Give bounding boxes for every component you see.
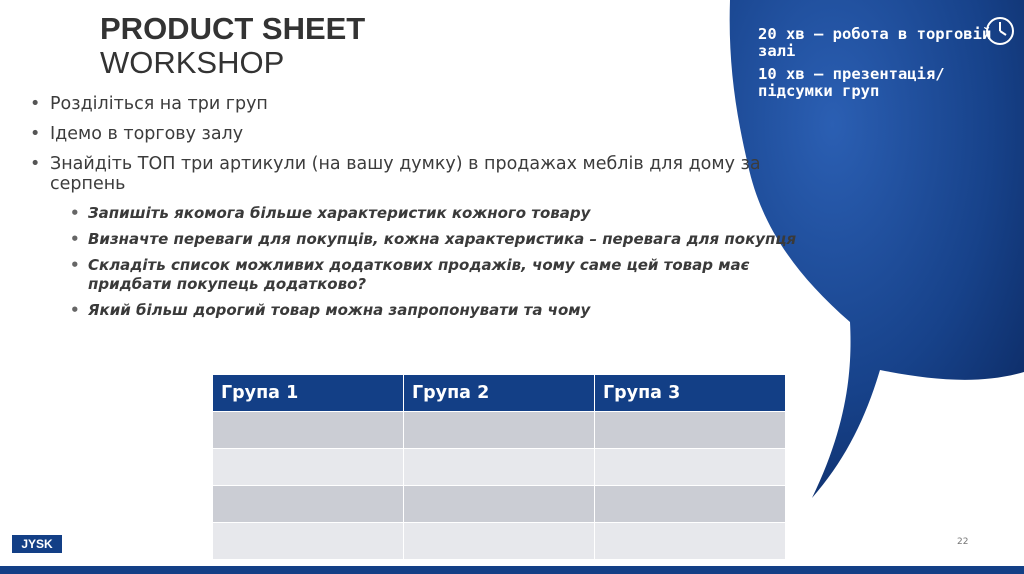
sub-bullet-item: • Складіть список можливих додаткових продажів, чому саме цей товар має придбати покупець додатково? — [70, 256, 788, 294]
clock-icon — [985, 14, 1015, 48]
table-cell[interactable] — [595, 449, 786, 486]
group-header: Група 1 — [213, 375, 404, 412]
bubble-line-1: 20 хв – робота в торговій залі — [758, 25, 992, 60]
table-cell[interactable] — [404, 486, 595, 523]
table-cell[interactable] — [213, 449, 404, 486]
table-row — [213, 412, 786, 449]
sub-bullet-item: • Який більш дорогий товар можна запропонувати та чому — [70, 301, 808, 320]
table-header-row — [213, 375, 786, 412]
bubble-text — [758, 26, 998, 106]
title-line-1: PRODUCT SHEET — [100, 11, 366, 46]
table-cell[interactable] — [595, 486, 786, 523]
group-header: Група 2 — [404, 375, 595, 412]
table-cell[interactable] — [404, 449, 595, 486]
table-cell[interactable] — [213, 412, 404, 449]
group-header: Група 3 — [595, 375, 786, 412]
table-cell[interactable] — [404, 412, 595, 449]
table-cell[interactable] — [213, 523, 404, 560]
sub-bullet-item: • Запишіть якомога більше характеристик кожного товару — [70, 204, 808, 223]
bullet-item: • Ідемо в торгову залу — [30, 124, 790, 144]
bottom-bar — [0, 566, 1024, 574]
table-row — [213, 449, 786, 486]
bullet-item: • Розділіться на три груп — [30, 94, 790, 114]
page-number: 22 — [957, 537, 969, 547]
bullet-item: • Знайдіть ТОП три артикули (на вашу думку) в продажах меблів для дому за серпень — [30, 154, 770, 194]
table-row — [213, 523, 786, 560]
jysk-logo: JYSK — [12, 535, 62, 553]
page-title — [100, 12, 365, 80]
title-line-2: WORKSHOP — [100, 45, 285, 80]
table-row — [213, 486, 786, 523]
sub-bullet-item: • Визначте переваги для покупців, кожна характеристика – перевага для покупця — [70, 230, 798, 249]
bubble-line-2: 10 хв – презентація/підсумки груп — [758, 65, 945, 100]
table-cell[interactable] — [595, 412, 786, 449]
instructions-list — [30, 94, 797, 327]
table-cell[interactable] — [404, 523, 595, 560]
groups-table — [212, 374, 786, 560]
table-cell[interactable] — [213, 486, 404, 523]
table-cell[interactable] — [595, 523, 786, 560]
